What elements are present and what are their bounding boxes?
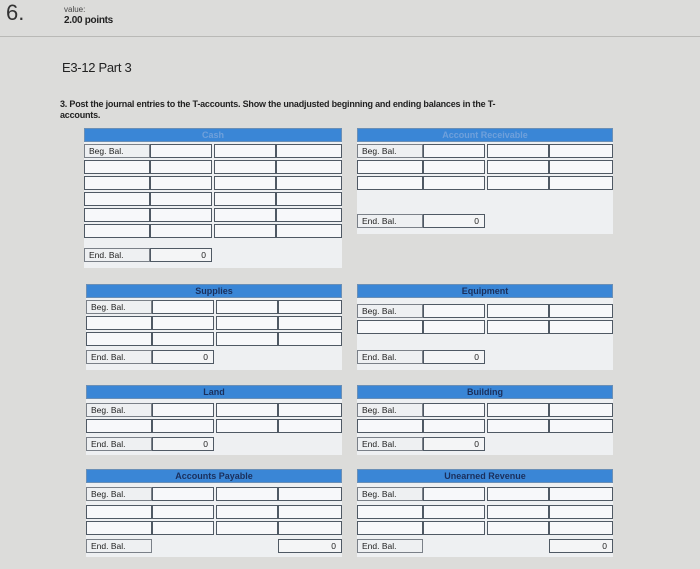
ar-row2-debit-label[interactable] (357, 176, 423, 190)
equipment-row1-credit-label[interactable] (487, 320, 549, 334)
ap-beg-bal-credit-input[interactable] (278, 487, 342, 501)
equipment-beg-bal-credit-label[interactable] (487, 304, 549, 318)
cash-row2-debit-label[interactable] (84, 176, 150, 190)
taccount-equipment-title: Equipment (357, 284, 613, 298)
building-row1-debit-input[interactable] (423, 419, 485, 433)
cash-row2-credit-label[interactable] (214, 176, 276, 190)
cash-beg-bal-input[interactable] (150, 144, 212, 158)
ap-row1-credit-input[interactable] (278, 505, 342, 519)
ap-row2-credit-label[interactable] (216, 521, 278, 535)
cash-row3-debit-label[interactable] (84, 192, 150, 206)
ap-row1-debit-input[interactable] (152, 505, 214, 519)
ap-row1-credit-label[interactable] (216, 505, 278, 519)
taccount-supplies-grid (86, 298, 342, 370)
supplies-beg-bal-credit-label[interactable] (216, 300, 278, 314)
ap-end-bal-value: 0 (278, 539, 342, 553)
ar-row2-debit-input[interactable] (423, 176, 485, 190)
ur-row2-debit-input[interactable] (423, 521, 485, 535)
ur-beg-bal-credit-input[interactable] (549, 487, 613, 501)
taccount-cash-title: Cash (84, 128, 342, 142)
building-end-bal-value: 0 (423, 437, 485, 451)
ar-beg-bal-input[interactable] (423, 144, 485, 158)
building-row1-credit-label[interactable] (487, 419, 549, 433)
cash-row5-debit-input[interactable] (150, 224, 212, 238)
taccount-building (357, 385, 613, 455)
building-beg-bal-credit-input[interactable] (549, 403, 613, 417)
equipment-end-bal-label: End. Bal. (357, 350, 423, 364)
taccount-land (86, 385, 342, 455)
ur-end-bal-value: 0 (549, 539, 613, 553)
ap-row2-credit-input[interactable] (278, 521, 342, 535)
taccount-supplies (86, 284, 342, 370)
taccount-accounts-payable-title: Accounts Payable (86, 469, 342, 483)
taccount-accounts-receivable-grid (357, 142, 613, 234)
question-number: 6. (6, 0, 25, 25)
ar-end-bal-value: 0 (423, 214, 485, 228)
ar-row1-credit-label[interactable] (487, 160, 549, 174)
supplies-row2-credit-label[interactable] (216, 332, 278, 346)
supplies-beg-bal-credit-input[interactable] (278, 300, 342, 314)
ur-row2-credit-label[interactable] (487, 521, 549, 535)
taccount-accounts-payable (86, 469, 342, 557)
land-row1-credit-label[interactable] (216, 419, 278, 433)
cash-row1-debit-label[interactable] (84, 160, 150, 174)
taccount-land-title: Land (86, 385, 342, 399)
equipment-row1-debit-input[interactable] (423, 320, 485, 334)
ar-beg-bal-credit-input[interactable] (549, 144, 613, 158)
ar-row2-credit-label[interactable] (487, 176, 549, 190)
ap-beg-bal-input[interactable] (152, 487, 214, 501)
taccount-equipment-grid (357, 298, 613, 370)
ar-row1-debit-input[interactable] (423, 160, 485, 174)
taccount-accounts-receivable-title: Account Receivable (357, 128, 613, 142)
ur-end-bal-label: End. Bal. (357, 539, 423, 553)
ur-row2-debit-label[interactable] (357, 521, 423, 535)
building-beg-bal-input[interactable] (423, 403, 485, 417)
land-end-bal-label: End. Bal. (86, 437, 152, 451)
ap-beg-bal-credit-label[interactable] (216, 487, 278, 501)
cash-row2-credit-input[interactable] (276, 176, 342, 190)
ap-row1-debit-label[interactable] (86, 505, 152, 519)
ur-beg-bal-input[interactable] (423, 487, 485, 501)
equipment-beg-bal-input[interactable] (423, 304, 485, 318)
taccount-building-title: Building (357, 385, 613, 399)
building-beg-bal-label: Beg. Bal. (357, 403, 423, 417)
taccount-equipment (357, 284, 613, 370)
supplies-row1-debit-input[interactable] (152, 316, 214, 330)
building-row1-debit-label[interactable] (357, 419, 423, 433)
cash-row1-debit-input[interactable] (150, 160, 212, 174)
building-beg-bal-credit-label[interactable] (487, 403, 549, 417)
equipment-row1-debit-label[interactable] (357, 320, 423, 334)
taccount-cash-grid (84, 142, 342, 268)
cash-row1-credit-label[interactable] (214, 160, 276, 174)
ur-row1-credit-label[interactable] (487, 505, 549, 519)
cash-beg-bal-credit-label[interactable] (214, 144, 276, 158)
building-end-bal-label: End. Bal. (357, 437, 423, 451)
header-divider (0, 36, 700, 37)
cash-row5-credit-input[interactable] (276, 224, 342, 238)
supplies-row1-credit-label[interactable] (216, 316, 278, 330)
ur-beg-bal-credit-label[interactable] (487, 487, 549, 501)
cash-end-bal-label: End. Bal. (84, 248, 150, 262)
land-beg-bal-label: Beg. Bal. (86, 403, 152, 417)
cash-beg-bal-label: Beg. Bal. (84, 144, 150, 158)
supplies-row2-debit-label[interactable] (86, 332, 152, 346)
taccount-unearned-revenue (357, 469, 613, 557)
ap-beg-bal-label: Beg. Bal. (86, 487, 152, 501)
supplies-beg-bal-label: Beg. Bal. (86, 300, 152, 314)
value-label: value: (64, 5, 86, 14)
cash-row5-debit-label[interactable] (84, 224, 150, 238)
equipment-row1-credit-input[interactable] (549, 320, 613, 334)
ar-row1-credit-input[interactable] (549, 160, 613, 174)
cash-row5-credit-label[interactable] (214, 224, 276, 238)
taccount-building-grid (357, 399, 613, 455)
ap-end-bal-label: End. Bal. (86, 539, 152, 553)
ar-beg-bal-label: Beg. Bal. (357, 144, 423, 158)
taccount-unearned-revenue-title: Unearned Revenue (357, 469, 613, 483)
ar-row1-debit-label[interactable] (357, 160, 423, 174)
ar-row2-credit-input[interactable] (549, 176, 613, 190)
ar-end-bal-label: End. Bal. (357, 214, 423, 228)
taccount-accounts-receivable (357, 128, 613, 234)
cash-row3-credit-label[interactable] (214, 192, 276, 206)
supplies-end-bal-value: 0 (152, 350, 214, 364)
ar-beg-bal-credit-label[interactable] (487, 144, 549, 158)
land-beg-bal-credit-label[interactable] (216, 403, 278, 417)
equipment-beg-bal-credit-input[interactable] (549, 304, 613, 318)
instructions-text: 3. Post the journal entries to the T-accounts. Show the unadjusted beginning and ending balances in the T-accounts. (60, 99, 496, 120)
taccount-accounts-payable-grid (86, 483, 342, 557)
cash-row4-debit-input[interactable] (150, 208, 212, 222)
taccount-land-grid (86, 399, 342, 455)
cash-row3-debit-input[interactable] (150, 192, 212, 206)
land-beg-bal-credit-input[interactable] (278, 403, 342, 417)
supplies-end-bal-label: End. Bal. (86, 350, 152, 364)
ur-row1-credit-input[interactable] (549, 505, 613, 519)
cash-row4-debit-label[interactable] (84, 208, 150, 222)
cash-end-bal-value: 0 (150, 248, 212, 262)
land-end-bal-value: 0 (152, 437, 214, 451)
equipment-beg-bal-label: Beg. Bal. (357, 304, 423, 318)
supplies-row2-credit-input[interactable] (278, 332, 342, 346)
ur-row2-credit-input[interactable] (549, 521, 613, 535)
land-row1-credit-input[interactable] (278, 419, 342, 433)
points-value: 2.00 points (64, 15, 113, 26)
ur-row1-debit-input[interactable] (423, 505, 485, 519)
taccount-cash (84, 128, 342, 268)
cash-row3-credit-input[interactable] (276, 192, 342, 206)
taccount-supplies-title: Supplies (86, 284, 342, 298)
taccount-unearned-revenue-grid (357, 483, 613, 557)
ur-row1-debit-label[interactable] (357, 505, 423, 519)
supplies-row1-credit-input[interactable] (278, 316, 342, 330)
exercise-title: E3-12 Part 3 (62, 60, 132, 75)
land-row1-debit-label[interactable] (86, 419, 152, 433)
cash-row1-credit-input[interactable] (276, 160, 342, 174)
building-row1-credit-input[interactable] (549, 419, 613, 433)
supplies-beg-bal-input[interactable] (152, 300, 214, 314)
ap-row2-debit-input[interactable] (152, 521, 214, 535)
cash-row4-credit-input[interactable] (276, 208, 342, 222)
ap-row2-debit-label[interactable] (86, 521, 152, 535)
ur-beg-bal-label: Beg. Bal. (357, 487, 423, 501)
supplies-row1-debit-label[interactable] (86, 316, 152, 330)
supplies-row2-debit-input[interactable] (152, 332, 214, 346)
land-row1-debit-input[interactable] (152, 419, 214, 433)
equipment-end-bal-value: 0 (423, 350, 485, 364)
cash-beg-bal-credit-input[interactable] (276, 144, 342, 158)
cash-row2-debit-input[interactable] (150, 176, 212, 190)
cash-row4-credit-label[interactable] (214, 208, 276, 222)
land-beg-bal-input[interactable] (152, 403, 214, 417)
